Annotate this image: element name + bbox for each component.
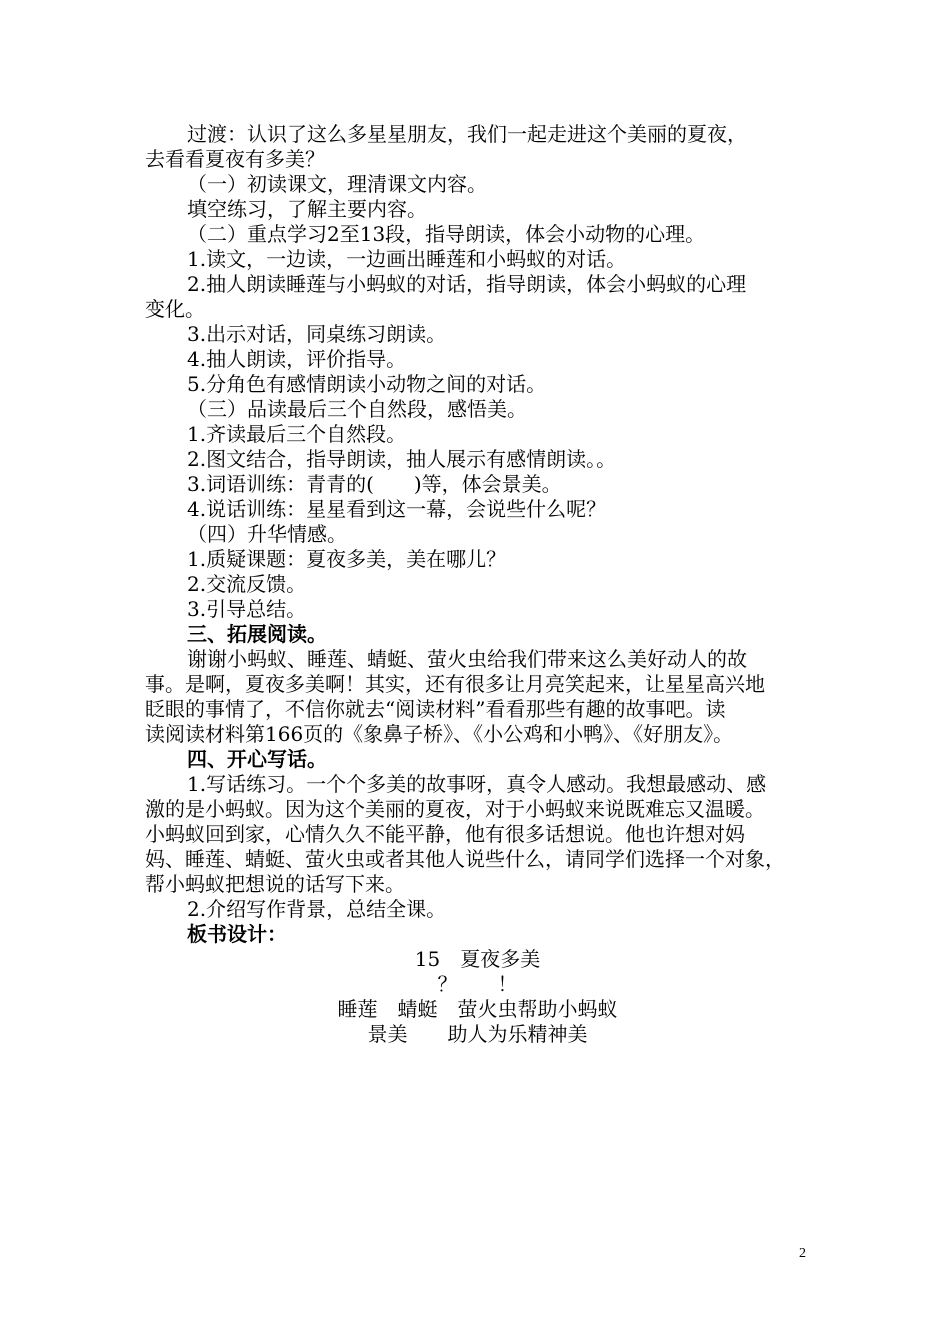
- paragraph-line: 读阅读材料第166页的《象鼻子桥》、《小公鸡和小鸭》、《好朋友》。: [145, 722, 734, 746]
- paragraph-line: 妈、睡莲、蜻蜓、萤火虫或者其他人说些什么，请同学们选择一个对象，: [145, 847, 785, 871]
- list-item: 2.抽人朗读睡莲与小蚂蚁的对话，指导朗读，体会小蚂蚁的心理: [187, 272, 747, 296]
- section-heading-bold: 三、拓展阅读。: [187, 622, 327, 646]
- body-text: [145, 122, 810, 947]
- section-heading: （二）重点学习2至13段，指导朗读，体会小动物的心理。: [187, 222, 706, 246]
- paragraph-line: 激的是小蚂蚁。因为这个美丽的夏夜，对于小蚂蚁来说既难忘又温暖。: [145, 797, 765, 821]
- paragraph-line: 事。是啊，夏夜多美啊！其实，还有很多让月亮笑起来，让星星高兴地: [145, 672, 765, 696]
- board-title: 15 夏夜多美: [414, 947, 541, 971]
- list-item: 1.齐读最后三个自然段。: [187, 422, 407, 446]
- board-design: [145, 947, 810, 1047]
- board-characters: 睡莲 蜻蜓 萤火虫帮助小蚂蚁: [337, 997, 618, 1021]
- section-heading: （一）初读课文，理清课文内容。: [187, 172, 487, 196]
- list-item: 3.词语训练：青青的( )等，体会景美。: [187, 472, 562, 496]
- list-item: 3.引导总结。: [187, 597, 307, 621]
- paragraph-line: 去看看夏夜有多美？: [145, 147, 325, 171]
- paragraph-line: 帮小蚂蚁把想说的话写下来。: [145, 872, 405, 896]
- list-item: 2.交流反馈。: [187, 572, 307, 596]
- paragraph-line: 过渡：认识了这么多星星朋友，我们一起走进这个美丽的夏夜，: [187, 122, 747, 146]
- paragraph-line: 1.写话练习。一个个多美的故事呀，真令人感动。我想最感动、感: [187, 772, 767, 796]
- paragraph-line: 小蚂蚁回到家，心情久久不能平静，他有很多话想说。他也许想对妈: [145, 822, 745, 846]
- list-item: 1.质疑课题：夏夜多美，美在哪儿？: [187, 547, 507, 571]
- section-heading: （四）升华情感。: [187, 522, 347, 546]
- paragraph-line: 眨眼的事情了，不信你就去“阅读材料”看看那些有趣的故事吧。读: [145, 697, 726, 721]
- list-item: 2.图文结合，指导朗读，抽人展示有感情朗读。。: [187, 447, 617, 471]
- board-themes: 景美 助人为乐精神美: [367, 1022, 588, 1046]
- board-design-heading: 板书设计：: [187, 922, 287, 946]
- list-item: 5.分角色有感情朗读小动物之间的对话。: [187, 372, 547, 396]
- paragraph-line: 填空练习，了解主要内容。: [187, 197, 427, 221]
- section-heading-bold: 四、开心写话。: [187, 747, 327, 771]
- paragraph-line: 谢谢小蚂蚁、睡莲、蜻蜓、萤火虫给我们带来这么美好动人的故: [187, 647, 747, 671]
- list-item: 4.说话训练：星星看到这一幕，会说些什么呢？: [187, 497, 607, 521]
- page-number: 2: [799, 1246, 806, 1261]
- list-item: 3.出示对话，同桌练习朗读。: [187, 322, 447, 346]
- list-item: 2.介绍写作背景，总结全课。: [187, 897, 447, 921]
- paragraph-line: 变化。: [145, 297, 205, 321]
- board-punctuation: ？ ！: [437, 972, 518, 996]
- section-heading: （三）品读最后三个自然段，感悟美。: [187, 397, 527, 421]
- document-body: [145, 122, 810, 1047]
- list-item: 1.读文，一边读，一边画出睡莲和小蚂蚁的对话。: [187, 247, 627, 271]
- list-item: 4.抽人朗读，评价指导。: [187, 347, 407, 371]
